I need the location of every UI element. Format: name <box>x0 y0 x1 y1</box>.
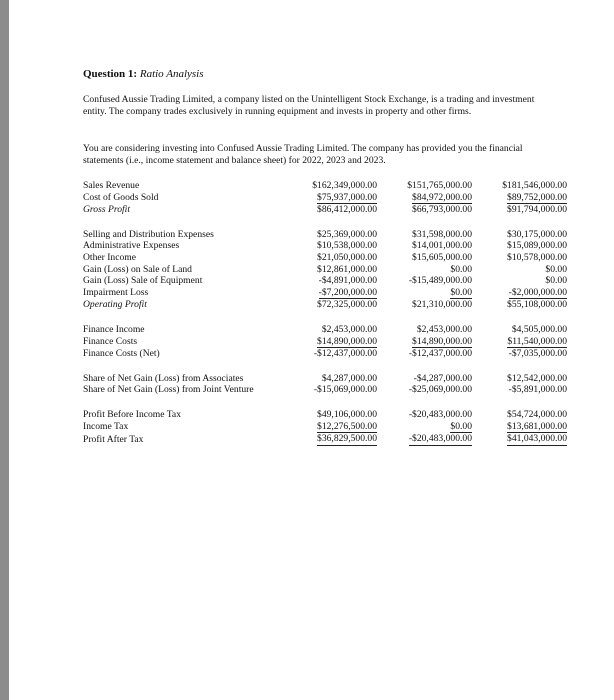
value-cell-year-2 <box>379 252 474 264</box>
statement-row <box>83 240 569 252</box>
income-statement-table <box>83 180 569 446</box>
spacer-row <box>83 311 569 324</box>
value-cell-year-3 <box>474 275 569 287</box>
row-label: Impairment Loss <box>83 287 149 299</box>
amount: $11,540,000.00 <box>507 335 567 347</box>
value-cell-year-1 <box>279 229 379 241</box>
value-cell-year-3 <box>474 299 569 311</box>
statement-row <box>83 192 569 205</box>
value-cell-year-1 <box>279 348 379 360</box>
amount: $0.00 <box>450 263 472 275</box>
value-cell-year-3 <box>474 409 569 421</box>
value-cell-year-1 <box>279 192 379 205</box>
value-cell-year-1 <box>279 409 379 421</box>
amount: $4,287,000.00 <box>321 372 377 384</box>
amount: $21,050,000.00 <box>317 251 377 263</box>
statement-row <box>83 275 569 287</box>
statement-row <box>83 299 569 311</box>
value-cell-year-1 <box>279 299 379 311</box>
amount: -$12,437,000.00 <box>408 348 472 360</box>
amount: $15,605,000.00 <box>412 251 472 263</box>
value-cell-year-2 <box>379 204 474 216</box>
value-cell-year-2 <box>379 348 474 360</box>
question-number: Question 1: <box>83 68 138 80</box>
value-cell-year-2 <box>379 373 474 385</box>
spacer-cell <box>83 396 569 409</box>
value-cell-year-3 <box>474 264 569 276</box>
amount: -$4,891,000.00 <box>318 275 377 287</box>
statement-row <box>83 264 569 276</box>
value-cell-year-3 <box>474 348 569 360</box>
value-cell-year-2 <box>379 299 474 311</box>
amount: $89,752,000.00 <box>507 191 567 203</box>
value-cell-year-3 <box>474 180 569 192</box>
question-topic: Ratio Analysis <box>139 68 204 80</box>
statement-row <box>83 384 569 396</box>
statement-row <box>83 433 569 446</box>
amount: $12,861,000.00 <box>317 263 377 275</box>
value-cell-year-1 <box>279 204 379 216</box>
value-cell-year-2 <box>379 384 474 396</box>
amount: $86,412,000.00 <box>317 204 377 216</box>
statement-row <box>83 180 569 192</box>
row-label: Gross Profit <box>83 204 130 216</box>
amount: $12,276,500.00 <box>317 420 377 432</box>
statement-row <box>83 409 569 421</box>
amount: -$15,069,000.00 <box>313 384 377 396</box>
statement-row <box>83 336 569 349</box>
value-cell-year-2 <box>379 240 474 252</box>
row-label: Share of Net Gain (Loss) from Associates <box>83 372 244 384</box>
value-cell-year-3 <box>474 252 569 264</box>
amount: $10,538,000.00 <box>317 240 377 252</box>
value-cell-year-2 <box>379 264 474 276</box>
value-cell-year-1 <box>279 384 379 396</box>
value-cell-year-3 <box>474 287 569 300</box>
document-page <box>9 0 614 700</box>
intro-paragraph-1: Confused Aussie Trading Limited, a company listed on the Unintelligent Stock Exchange, is a trading and investment entity. The company trades exclusively in running equipment and invests in property and other firms. <box>83 94 535 117</box>
amount: $84,972,000.00 <box>412 191 472 203</box>
amount: $55,108,000.00 <box>507 299 567 311</box>
amount: $13,681,000.00 <box>507 420 567 432</box>
amount: -$2,000,000.00 <box>508 286 567 298</box>
value-cell-year-2 <box>379 287 474 300</box>
value-cell-year-1 <box>279 180 379 192</box>
value-cell-year-2 <box>379 275 474 287</box>
value-cell-year-2 <box>379 433 474 446</box>
amount: $66,793,000.00 <box>412 204 472 216</box>
amount: $14,001,000.00 <box>412 240 472 252</box>
amount: -$7,200,000.00 <box>318 286 377 298</box>
amount: $25,369,000.00 <box>317 228 377 240</box>
amount: $2,453,000.00 <box>416 323 472 335</box>
amount: $91,794,000.00 <box>507 204 567 216</box>
row-label: Finance Costs <box>83 336 138 348</box>
value-cell-year-1 <box>279 324 379 336</box>
value-cell-year-3 <box>474 433 569 446</box>
amount: $0.00 <box>450 420 472 432</box>
amount: -$12,437,000.00 <box>313 348 377 360</box>
amount: $21,310,000.00 <box>412 299 472 311</box>
amount: $151,765,000.00 <box>407 180 472 191</box>
amount: $0.00 <box>545 275 567 287</box>
statement-row <box>83 252 569 264</box>
spacer-row <box>83 396 569 409</box>
statement-row <box>83 287 569 300</box>
amount: -$4,287,000.00 <box>413 372 472 384</box>
intro-paragraph-2: You are considering investing into Confused Aussie Trading Limited. The company has provided you the financial statements (i.e., income statement and balance sheet) for 2022, 2023 and 2023. <box>83 143 523 166</box>
value-cell-year-3 <box>474 240 569 252</box>
amount: $12,542,000.00 <box>507 372 567 384</box>
amount: $72,325,000.00 <box>317 299 377 311</box>
amount: $0.00 <box>450 286 472 298</box>
value-cell-year-2 <box>379 229 474 241</box>
row-label: Profit Before Income Tax <box>83 408 181 420</box>
row-label: Share of Net Gain (Loss) from Joint Venture <box>83 384 254 396</box>
value-cell-year-3 <box>474 421 569 434</box>
value-cell-year-3 <box>474 324 569 336</box>
amount: -$20,483,000.00 <box>408 408 472 420</box>
row-label: Administrative Expenses <box>83 240 180 252</box>
value-cell-year-2 <box>379 421 474 434</box>
amount: $2,453,000.00 <box>321 323 377 335</box>
amount: $36,829,500.00 <box>317 433 377 445</box>
value-cell-year-2 <box>379 192 474 205</box>
spacer-row <box>83 360 569 373</box>
value-cell-year-3 <box>474 204 569 216</box>
value-cell-year-2 <box>379 336 474 349</box>
row-label: Finance Income <box>83 323 145 335</box>
row-label: Finance Costs (Net) <box>83 348 160 360</box>
amount: $15,089,000.00 <box>507 240 567 252</box>
value-cell-year-1 <box>279 264 379 276</box>
statement-row <box>83 204 569 216</box>
row-label: Income Tax <box>83 421 129 432</box>
value-cell-year-2 <box>379 180 474 192</box>
row-label: Other Income <box>83 251 137 263</box>
amount: $30,175,000.00 <box>507 228 567 240</box>
amount: $31,598,000.00 <box>412 228 472 240</box>
amount: $41,043,000.00 <box>507 433 567 445</box>
left-margin-bar <box>0 0 9 700</box>
spacer-cell <box>83 311 569 324</box>
value-cell-year-3 <box>474 336 569 349</box>
value-cell-year-1 <box>279 336 379 349</box>
statement-row <box>83 324 569 336</box>
amount: $49,106,000.00 <box>317 408 377 420</box>
amount: $14,890,000.00 <box>317 335 377 347</box>
statement-row <box>83 229 569 241</box>
question-heading <box>83 68 204 80</box>
value-cell-year-3 <box>474 229 569 241</box>
amount: $162,349,000.00 <box>312 180 377 191</box>
value-cell-year-1 <box>279 433 379 446</box>
spacer-row <box>83 216 569 229</box>
value-cell-year-1 <box>279 373 379 385</box>
value-cell-year-1 <box>279 287 379 300</box>
value-cell-year-1 <box>279 252 379 264</box>
amount: -$20,483,000.00 <box>408 433 472 445</box>
amount: $4,505,000.00 <box>511 323 567 335</box>
statement-row <box>83 373 569 385</box>
row-label: Cost of Goods Sold <box>83 192 159 204</box>
row-label: Profit After Tax <box>83 433 144 445</box>
spacer-cell <box>83 360 569 373</box>
value-cell-year-3 <box>474 384 569 396</box>
amount: -$5,891,000.00 <box>508 384 567 396</box>
amount: $0.00 <box>545 263 567 275</box>
amount: $10,578,000.00 <box>507 251 567 263</box>
amount: -$7,035,000.00 <box>508 348 567 360</box>
row-label: Gain (Loss) on Sale of Land <box>83 263 192 275</box>
row-label: Gain (Loss) Sale of Equipment <box>83 275 203 287</box>
amount: $75,937,000.00 <box>317 191 377 203</box>
statement-row <box>83 421 569 434</box>
amount: -$25,069,000.00 <box>408 384 472 396</box>
amount: $14,890,000.00 <box>412 335 472 347</box>
statement-row <box>83 348 569 360</box>
value-cell-year-2 <box>379 324 474 336</box>
value-cell-year-1 <box>279 240 379 252</box>
value-cell-year-3 <box>474 373 569 385</box>
row-label: Operating Profit <box>83 299 147 311</box>
row-label: Selling and Distribution Expenses <box>83 228 214 240</box>
value-cell-year-1 <box>279 275 379 287</box>
amount: -$15,489,000.00 <box>408 275 472 287</box>
value-cell-year-1 <box>279 421 379 434</box>
amount: $54,724,000.00 <box>507 408 567 420</box>
row-label: Sales Revenue <box>83 180 140 191</box>
value-cell-year-3 <box>474 192 569 205</box>
amount: $181,546,000.00 <box>502 180 567 191</box>
spacer-cell <box>83 216 569 229</box>
value-cell-year-2 <box>379 409 474 421</box>
